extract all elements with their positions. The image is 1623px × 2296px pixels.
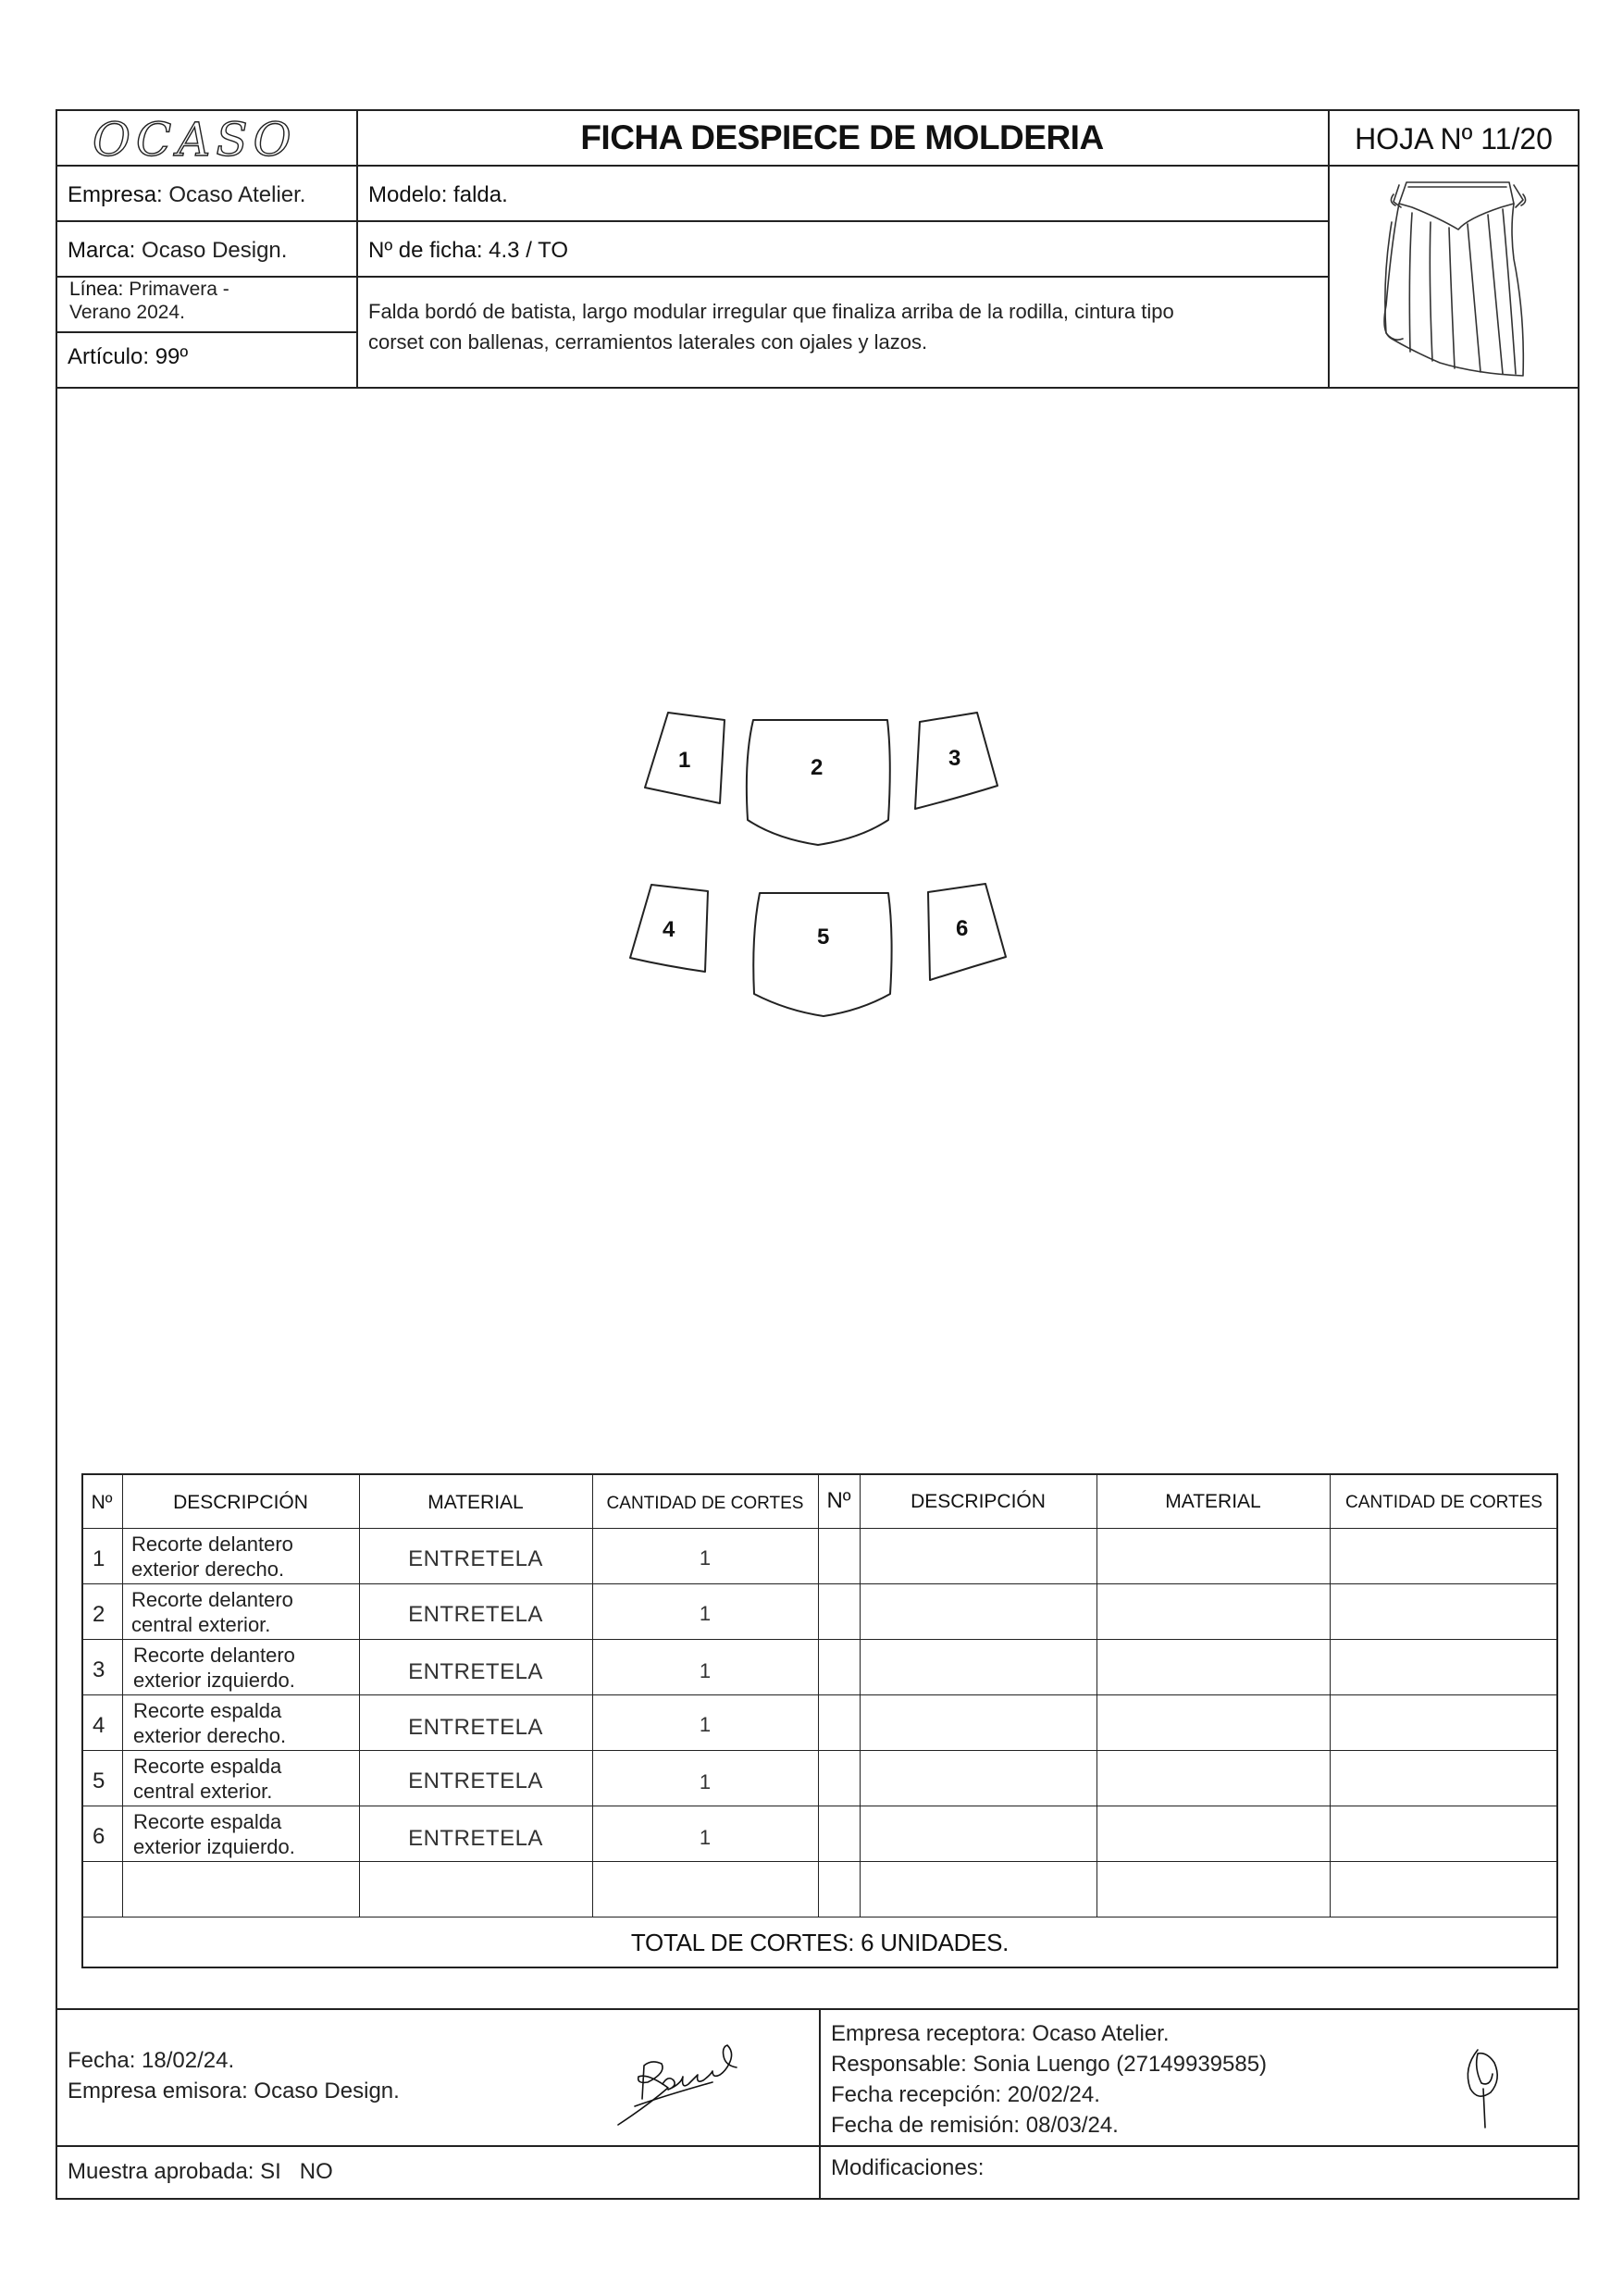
cuts-table [81, 1473, 1558, 1968]
issuer-block [68, 2045, 400, 2106]
header-description-left: DESCRIPCIÓN [173, 1492, 308, 1513]
row-4-quantity: 1 [699, 1713, 712, 1736]
piece-label-6: 6 [956, 916, 969, 941]
row-2-description: Recorte delantero central exterior. [131, 1588, 293, 1636]
remission-date: Fecha de remisión: 08/03/24. [831, 2113, 1119, 2138]
row-5-description: Recorte espalda central exterior. [133, 1755, 282, 1803]
piece-label-3: 3 [948, 746, 961, 771]
row-3-number: 3 [93, 1657, 105, 1682]
row-2-quantity: 1 [699, 1602, 712, 1625]
empresa-label: Empresa: [68, 182, 163, 207]
row-5-number: 5 [93, 1769, 105, 1793]
row-3-material: ENTRETELA [408, 1659, 543, 1684]
reception-date: Fecha recepción: 20/02/24. [831, 2082, 1100, 2107]
row-5-material: ENTRETELA [408, 1769, 543, 1793]
ficha-field: Nº de ficha: 4.3 / TO [368, 238, 568, 263]
row-3-quantity: 1 [699, 1659, 712, 1682]
articulo-field: Artículo: 99º [68, 344, 189, 369]
header-material-left: MATERIAL [427, 1492, 524, 1513]
row-4-number: 4 [93, 1713, 105, 1738]
header-quantity-right: CANTIDAD DE CORTES [1345, 1493, 1542, 1512]
header-quantity-left: CANTIDAD DE CORTES [606, 1494, 804, 1513]
row-1-material: ENTRETELA [408, 1546, 543, 1571]
issuing-company: Empresa emisora: Ocaso Design. [68, 2079, 400, 2104]
row-3-description: Recorte delantero exterior izquierdo. [133, 1644, 295, 1692]
pattern-piece-2 [747, 720, 890, 845]
marca-label: Marca: [68, 238, 136, 263]
row-4-material: ENTRETELA [408, 1715, 543, 1740]
row-1-number: 1 [93, 1546, 105, 1571]
brand-logo: OCASO [93, 113, 297, 167]
issue-date: Fecha: 18/02/24. [68, 2048, 235, 2073]
total-cuts: TOTAL DE CORTES: 6 UNIDADES. [630, 1929, 1010, 1956]
receiving-company: Empresa receptora: Ocaso Atelier. [831, 2021, 1170, 2046]
marca-value: Ocaso Design. [142, 238, 288, 263]
rule [56, 2008, 1580, 2010]
header-material-right: MATERIAL [1165, 1491, 1261, 1512]
receiver-block [831, 2018, 1267, 2141]
header-n-left: Nº [91, 1492, 113, 1513]
row-5-quantity: 1 [699, 1770, 712, 1793]
piece-label-4: 4 [663, 917, 675, 942]
row-2-material: ENTRETELA [408, 1602, 543, 1627]
row-6-quantity: 1 [699, 1826, 712, 1849]
page-title: FICHA DESPIECE DE MOLDERIA [580, 118, 1104, 156]
rule [56, 2145, 1580, 2147]
row-2-number: 2 [93, 1602, 105, 1627]
header-description-right: DESCRIPCIÓN [911, 1491, 1046, 1512]
issuer-signature [611, 2017, 768, 2133]
responsible-person: Responsable: Sonia Luengo (27149939585) [831, 2052, 1268, 2077]
row-1-quantity: 1 [699, 1546, 712, 1570]
linea-label: Línea: [69, 279, 124, 300]
empresa-value: Ocaso Atelier. [168, 182, 306, 207]
row-6-description: Recorte espalda exterior izquierdo. [133, 1810, 295, 1858]
piece-label-2: 2 [811, 755, 824, 780]
modelo-field: Modelo: falda. [368, 182, 508, 207]
description-text: Falda bordó de batista, largo modular irregular que finaliza arriba de la rodilla, cintura tipo corset con ballenas, cerramientos laterales con ojales y lazos. [368, 300, 1174, 354]
linea-value-2: Verano 2024. [69, 302, 185, 323]
row-6-number: 6 [93, 1824, 105, 1849]
modifications-label: Modificaciones: [831, 2155, 985, 2180]
header-n-right: Nº [826, 1488, 851, 1513]
pattern-piece-5 [753, 893, 891, 1016]
piece-label-1: 1 [678, 748, 691, 773]
linea-value-1: Primavera - [129, 279, 229, 300]
row-6-material: ENTRETELA [408, 1826, 543, 1851]
sample-approved: Muestra aprobada: SI NO [68, 2159, 333, 2184]
piece-label-5: 5 [817, 925, 830, 949]
row-4-description: Recorte espalda exterior derecho. [133, 1699, 287, 1747]
sheet-number: HOJA Nº 11/20 [1355, 122, 1553, 155]
row-1-description: Recorte delantero exterior derecho. [131, 1533, 293, 1581]
receiver-signature [1457, 2031, 1522, 2133]
rule [819, 2008, 821, 2200]
